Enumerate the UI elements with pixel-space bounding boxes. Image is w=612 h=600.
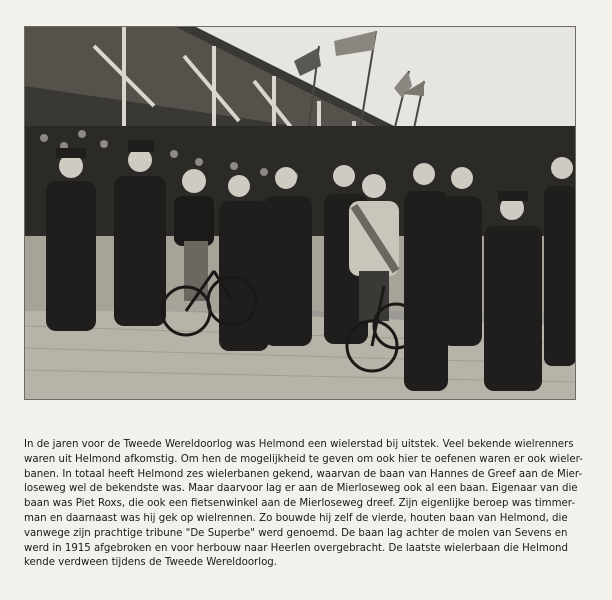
caption-line: waren uit Helmond afkomstig. Om hen de mogelijkheid te geven om ook hier te oefenen waren er ook wieler-: [24, 453, 583, 465]
caption-line: baan was Piet Roxs, die ook een fietsenwinkel aan de Mierloseweg dreef. Zijn eigenlijke beroep was timmer-: [24, 498, 576, 510]
caption-line: vanwege zijn prachtige tribune "De Superbe" werd genoemd. De baan lag achter de molen van Sevens en: [24, 527, 568, 539]
photo-illustration: [24, 26, 576, 400]
caption-text: [24, 438, 584, 571]
caption-line: kende verdween tijdens de Tweede Wereldoorlog.: [24, 557, 278, 569]
historic-photo: [24, 26, 576, 400]
caption-line: werd in 1915 afgebroken en voor herbouw naar Heerlen overgebracht. De laatste wielerbaan die Helmond: [24, 542, 568, 554]
caption-line: man en daarnaast was hij gek op wielrennen. Zo bouwde hij zelf de vierde, houten baan van Helmond, die: [24, 512, 568, 524]
caption-line: banen. In totaal heeft Helmond zes wielerbanen gekend, waarvan de baan van Hannes de Greef aan de Mier-: [24, 468, 583, 480]
caption-line: loseweg wel de bekendste was. Maar daarvoor lag er aan de Mierloseweg ook al een baan. Eigenaar van die: [24, 483, 578, 495]
caption-line: In de jaren voor de Tweede Wereldoorlog was Helmond een wielerstad bij uitstek. Veel bekende wielrenners: [24, 439, 574, 450]
